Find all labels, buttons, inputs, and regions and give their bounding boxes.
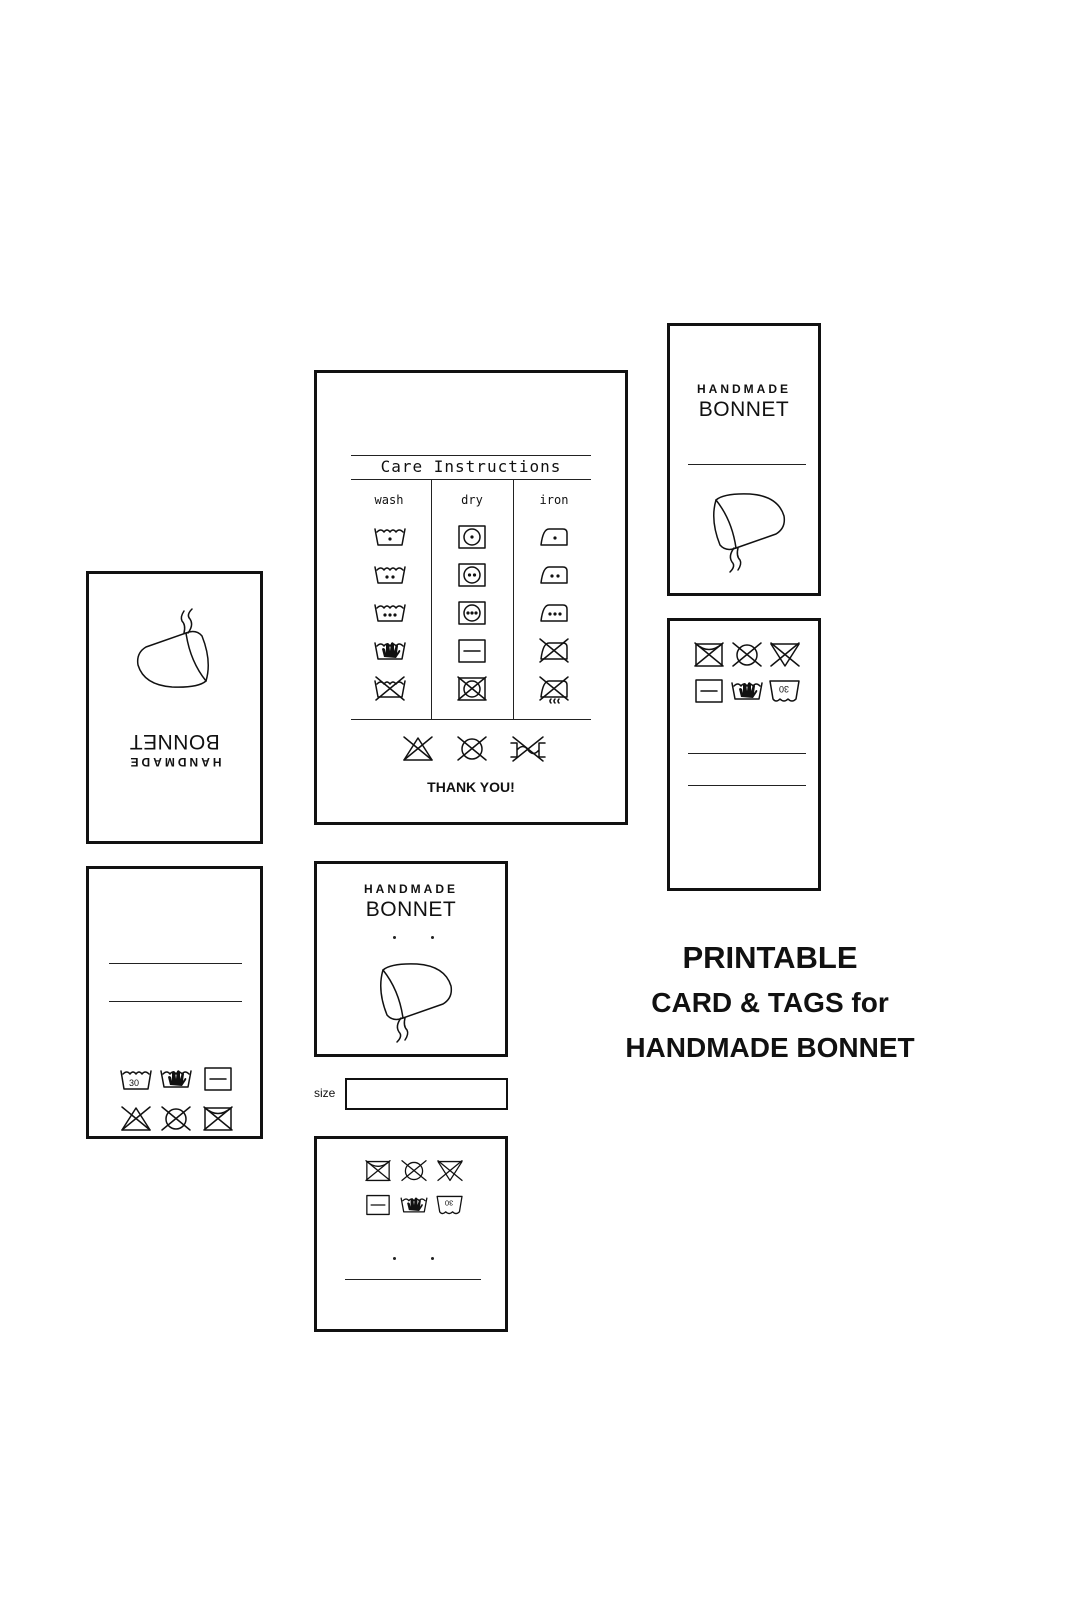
wash-40-icon (373, 561, 407, 587)
promo-line-1: PRINTABLE (682, 940, 858, 975)
brand-top-text: HANDMADE (364, 882, 458, 896)
tumble-dry-low-icon (455, 523, 489, 551)
bonnet-tag-back-left (86, 866, 263, 1139)
bonnet-illustration-icon (373, 960, 457, 1050)
dry-flat-icon (455, 637, 489, 665)
tumble-dry-medium-icon (455, 561, 489, 589)
brand-top-text: HANDMADE (127, 755, 222, 769)
dry-flat-icon (363, 1193, 393, 1217)
bonnet-tag-back-right (667, 618, 821, 891)
tumble-dry-high-icon (455, 599, 489, 627)
brand-main-text: BONNET (129, 730, 220, 753)
iron-medium-icon (537, 561, 571, 589)
brand-main-text: BONNET (698, 398, 790, 421)
column-iron-label: iron (539, 493, 569, 507)
bonnet-illustration-icon (706, 490, 790, 580)
do-not-tumble-dry-icon (455, 675, 489, 703)
dry-flat-icon (201, 1065, 235, 1093)
do-not-dry-clean-icon (399, 1159, 429, 1183)
thank-you-text: THANK YOU! (427, 779, 515, 795)
do-not-bleach-icon (401, 735, 435, 763)
hand-wash-icon (399, 1193, 429, 1217)
do-not-tumble-dry-icon (363, 1159, 393, 1183)
hand-wash-icon (730, 677, 764, 705)
promo-line-2: CARD & TAGS for (651, 987, 889, 1018)
promo-line-3: HANDMADE BONNET (625, 1032, 915, 1063)
size-input-box[interactable] (345, 1078, 508, 1110)
dry-flat-icon (692, 677, 726, 705)
brand-main-text: BONNET (365, 898, 457, 921)
svg-text:30: 30 (778, 684, 790, 694)
care-card-heading: Care Instructions (380, 457, 562, 476)
size-label: size (314, 1086, 336, 1100)
do-not-bleach-icon (119, 1105, 153, 1133)
hand-wash-icon (159, 1065, 193, 1093)
bonnet-tag-front (667, 323, 821, 596)
svg-text:30: 30 (444, 1198, 454, 1208)
iron-high-icon (537, 599, 571, 627)
wash-60-icon (373, 599, 407, 625)
do-not-bleach-icon (768, 641, 802, 667)
bonnet-tag-front-flipped (86, 571, 263, 844)
iron-low-icon (537, 523, 571, 551)
brand-top-text: HANDMADE (697, 382, 791, 396)
care-instructions-card (314, 370, 628, 825)
do-not-dry-clean-icon (159, 1105, 193, 1133)
do-not-tumble-dry-icon (201, 1105, 235, 1133)
svg-text:30: 30 (128, 1078, 140, 1088)
do-not-wring-icon (509, 735, 547, 763)
wash-30-icon (119, 1065, 153, 1093)
do-not-steam-icon (537, 675, 571, 705)
hand-wash-icon (373, 637, 407, 663)
bonnet-illustration-icon (132, 601, 216, 691)
do-not-dry-clean-icon (730, 641, 764, 667)
bonnet-square-tag-back (314, 1136, 508, 1332)
do-not-wash-icon (373, 675, 407, 701)
do-not-bleach-icon (435, 1159, 465, 1183)
do-not-iron-icon (537, 637, 571, 665)
column-wash-label: wash (374, 493, 404, 507)
wash-30-icon (768, 677, 802, 705)
column-dry-label: dry (461, 493, 483, 507)
do-not-tumble-dry-icon (692, 641, 726, 667)
wash-30-icon (435, 1193, 465, 1217)
bonnet-square-tag-front (314, 861, 508, 1057)
do-not-dry-clean-icon (455, 735, 489, 763)
wash-30-icon (373, 523, 407, 549)
